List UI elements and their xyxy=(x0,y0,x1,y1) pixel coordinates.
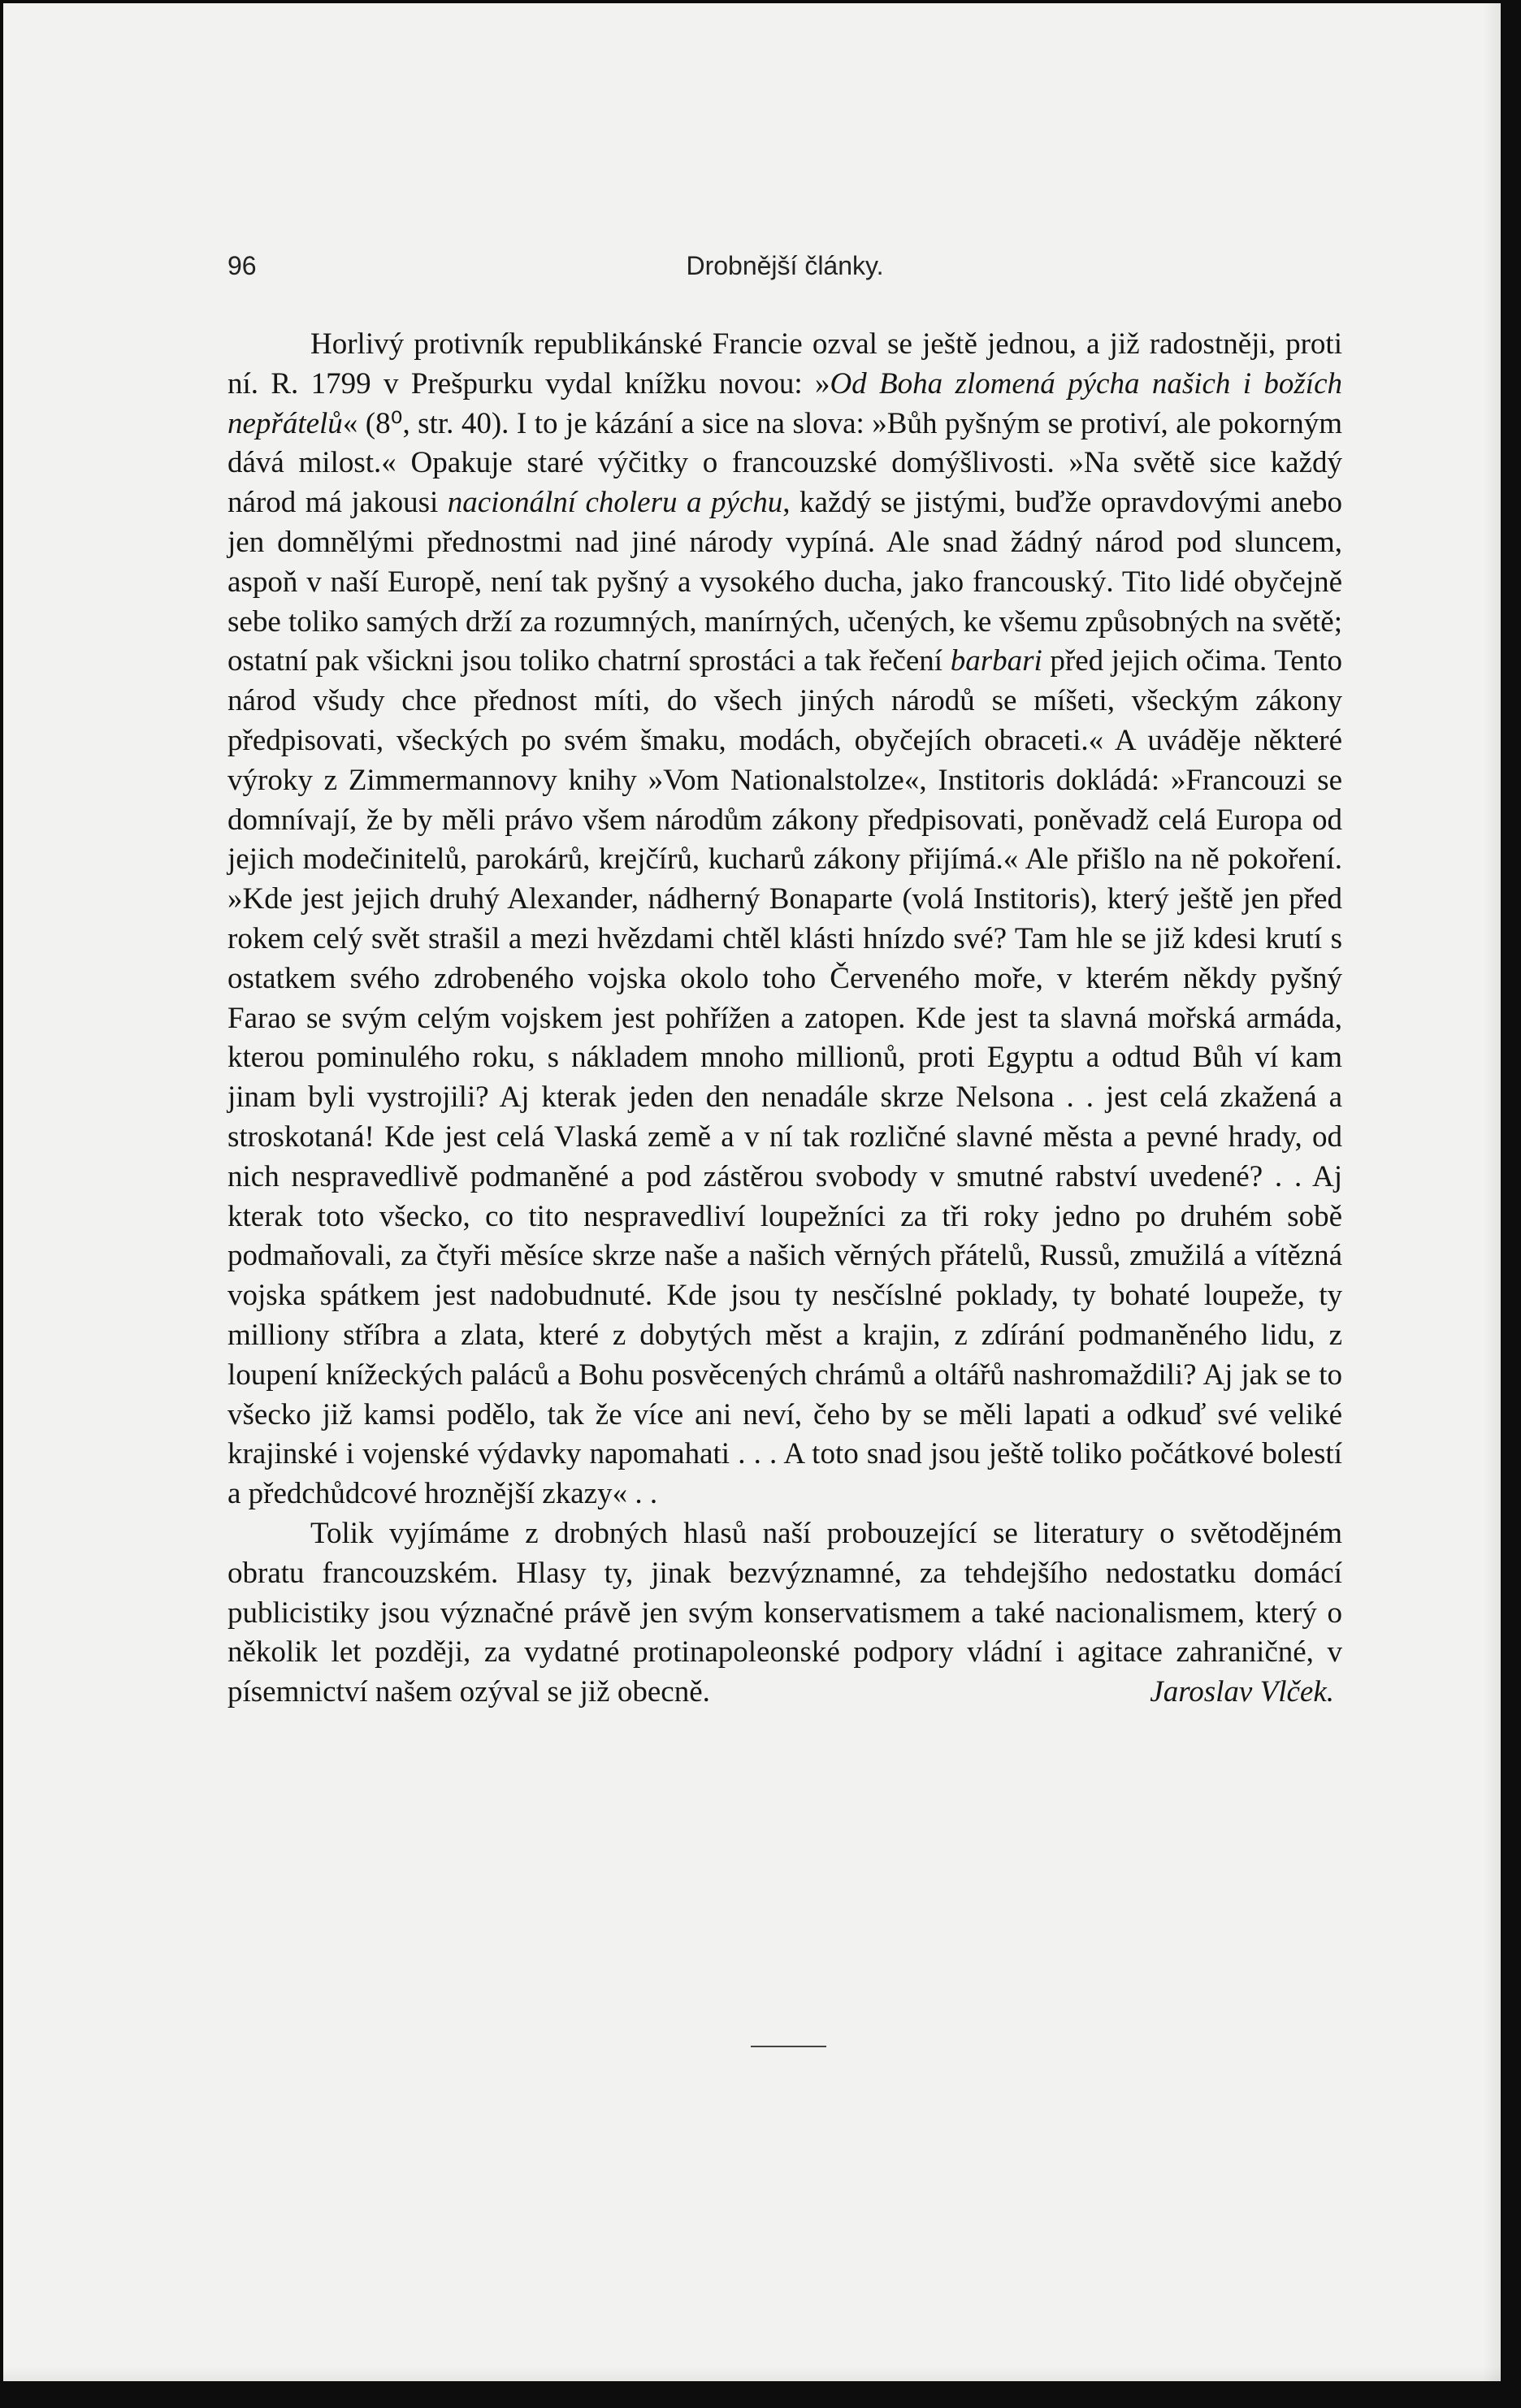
page-bottom-shadow xyxy=(3,2367,1501,2381)
page-header xyxy=(228,251,1342,285)
text-segment: , každý se jistými, buďže opravdovými anebo jen domnělými přednostmi nad jiné národy vypíná. Ale snad žádný národ pod sluncem, aspoň v naší Europě, není tak pyšný a vysokého ducha, jako francouský. Tito lidé obyčejně sebe toliko samých drží za rozumných, manírných, učených, ke všemu způsobných na světě; ostatní pak všickni jsou toliko chatrní sprostáci a tak řečení xyxy=(228,486,1342,678)
paragraph-1 xyxy=(228,325,1342,1514)
text-segment: Horlivý protivník republikánské Francie ozval se ještě jednou, a již radostněji, proti ní. R. 1799 v Prešpurku vydal knížku novou: » xyxy=(228,327,1342,401)
text-segment: Tolik vyjímáme z drobných hlasů naší probouzející se literatury o světodějném obratu francouzském. Hlasy ty, jinak bezvýznamné, za tehdejšího nedostatku domácí publicistiky jsou význačné právě jen svým konservatismem a také nacionalismem, který o několik let později, za vydatné protinapoleonské podpory vládní i agitace zahraničné, v písemnictví našem ozýval se již obecně. xyxy=(228,1516,1342,1709)
author-signature: Jaroslav Vlček. xyxy=(1150,1675,1334,1709)
page-edge-shadow xyxy=(1483,3,1501,2381)
page-number: 96 xyxy=(228,251,257,280)
book-page xyxy=(3,3,1501,2381)
book-title-italic: Od Boha zlomená pýcha našich i božích nepřátelů xyxy=(228,366,1342,440)
paragraph-2 xyxy=(228,1514,1342,1713)
text-segment: « (8⁰, str. 40). I to je kázání a sice na slova: »Bůh pyšným se protiví, ale pokorným dává milost.« Opakuje staré výčitky o francouzské domýšlivosti. »Na světě sice každý národ má jakousi xyxy=(228,406,1342,520)
running-title: Drobnější články. xyxy=(686,251,884,280)
article-body xyxy=(228,325,1342,1713)
text-segment: před jejich očima. Tento národ všudy chce přednost míti, do všech jiných národů se míšeti, všeckým zákony předpisovati, všeckých po svém šmaku, modách, obyčejích obraceti.« A uváděje některé výroky z Zimmermannovy knihy »Vom Nationalstolze«, Institoris dokládá: »Francouzi se domnívají, že by měli právo všem národům zákony předpisovati, poněvadž celá Europa od jejich modečinitelů, parokárů, krejčírů, kucharů zákony přijímá.« Ale přišlo na ně pokoření. »Kde jest jejich druhý Alexander, nádherný Bonaparte (volá Institoris), který ještě jen před rokem celý svět strašil a mezi hvězdami chtěl klásti hnízdo své? Tam hle se již kdesi krutí s ostatkem svého zdrobeného vojska okolo toho Červeného moře, v kterém někdy pyšný Farao se svým celým vojskem jest pohřížen a zatopen. Kde jest ta slavná mořská armáda, kterou pominulého roku, s nákladem mnoho millionů, proti Egyptu a odtud Bůh ví kam jinam byli vystrojili? Aj kterak jeden den nenadále skrze Nelsona . . jest celá zkažená a stroskotaná! Kde jest celá Vlaská země a v ní tak rozličné slavné města a pevné hrady, od nich nespravedlivě podmaněné a pod zástěrou svobody v smutné rabství uvedené? . . Aj kterak toto všecko, co tito nespravedliví loupežníci za tři roky jedno po druhém sobě podmaňovali, za čtyři měsíce skrze naše a našich věrných přátelů, Russů, zmužilá a vítězná vojska spátkem jest nadobudnuté. Kde jsou ty nesčíslné poklady, ty bohaté loupeže, ty milliony stříbra a zlata, které z dobytých měst a krajin, z zdírání podmaněného lidu, z loupení knížeckých paláců a Bohu posvěcených chrámů a oltářů nashromaždili? Aj jak se to všecko již kamsi podělo, tak že více ani neví, čeho by se měli lapati a odkuď své veliké krajinské i vojenské výdavky napomahati . . . A toto snad jsou ještě toliko počátkové bolestí a předchůdcové hroznější zkazy« . . xyxy=(228,644,1342,1511)
italic-word: barbari xyxy=(950,644,1042,678)
italic-phrase: nacionální choleru a pýchu xyxy=(447,486,783,520)
end-rule xyxy=(751,2046,826,2047)
